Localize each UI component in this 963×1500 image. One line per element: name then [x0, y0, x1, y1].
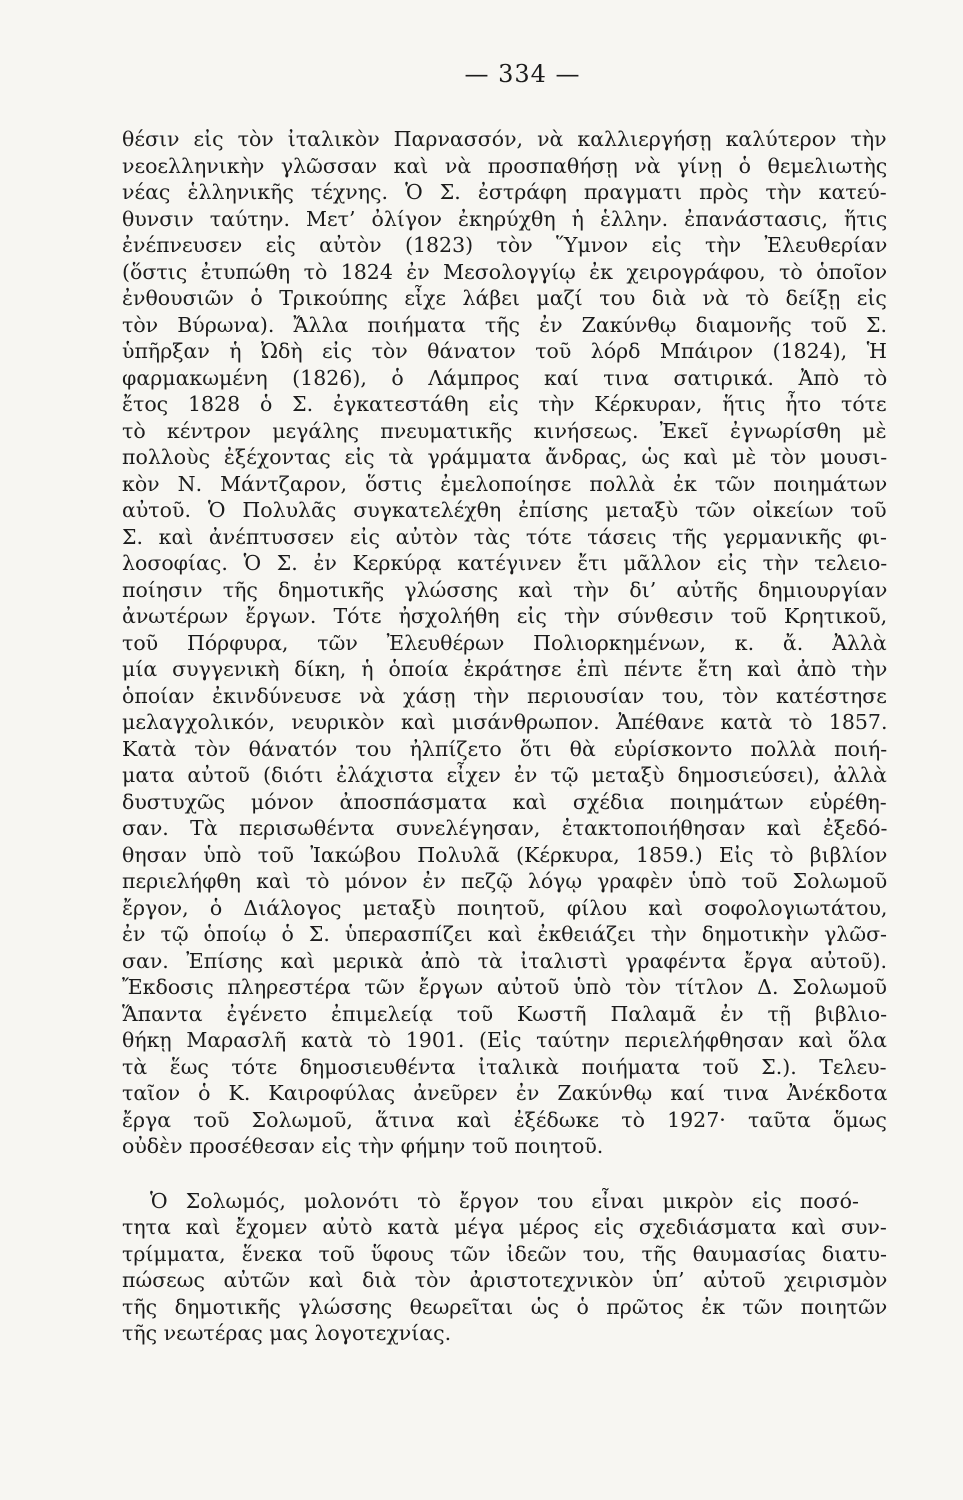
text-line: σαν. Τὰ περισωθέντα συνελέγησαν, ἐτακτοποιήθησαν καὶ ἐξεδό- [122, 816, 887, 840]
text-line: τῆς νεωτέρας μας λογοτεχνίας. [122, 1321, 452, 1345]
text-line: ταῖον ὁ Κ. Καιροφύλας ἀνεῦρεν ἐν Ζακύνθῳ καί τινα Ἀνέκδοτα [122, 1081, 887, 1105]
page-number: — 334 — [464, 60, 581, 88]
text-line: αὐτοῦ. Ὁ Πολυλᾶς συγκατελέχθη ἐπίσης μεταξὺ τῶν οἰκείων τοῦ [122, 498, 887, 522]
text-line: θησαν ὑπὸ τοῦ Ἰακώβου Πολυλᾶ (Κέρκυρα, 1859.) Εἰς τὸ βιβλίον [122, 842, 887, 867]
text-line: (ὅστις ἐτυπώθη τὸ 1824 ἐν Μεσολογγίῳ ἐκ χειρογράφου, τὸ ὁποῖον [122, 259, 887, 284]
text-line: ἐνέπνευσεν εἰς αὐτὸν (1823) τὸν Ὕμνον εἰς τὴν Ἐλευθερίαν [122, 233, 887, 257]
text-line: θήκῃ Μαρασλῆ κατὰ τὸ 1901. (Εἰς ταύτην περιελήφθησαν καὶ ὅλα [122, 1028, 887, 1052]
text-line: νεοελληνικὴν γλῶσσαν καὶ νὰ προσπαθήσῃ νὰ γίνῃ ὁ θεμελιωτὴς [122, 153, 887, 178]
text-line: Ὁ Σολωμός, μολονότι τὸ ἔργον του εἶναι μικρὸν εἰς ποσό- [150, 1188, 859, 1213]
text-line: λοσοφίας. Ὁ Σ. ἐν Κερκύρᾳ κατέγινεν ἔτι μᾶλλον εἰς τὴν τελειο- [122, 551, 887, 575]
text-line: τοῦ Πόρφυρα, τῶν Ἐλευθέρων Πολιορκημένων, κ. ἄ. Ἀλλὰ [122, 630, 887, 655]
text-line: πώσεως αὐτῶν καὶ διὰ τὸν ἀριστοτεχνικὸν ὑπ’ αὐτοῦ χειρισμὸν [122, 1268, 887, 1292]
text-line: τρίμματα, ἕνεκα τοῦ ὕφους τῶν ἰδεῶν του, τῆς θαυμασίας διατυ- [122, 1241, 887, 1266]
text-line: δυστυχῶς μόνον ἀποσπάσματα καὶ σχέδια ποιημάτων εὑρέθη- [122, 789, 887, 814]
text-line: οὐδὲν προσέθεσαν εἰς τὴν φήμην τοῦ ποιητοῦ. [122, 1134, 604, 1158]
text-line: μελαγχολικόν, νευρικὸν καὶ μισάνθρωπον. Ἀπέθανε κατὰ τὸ 1857. [122, 710, 887, 734]
text-line: ἐν τῷ ὁποίῳ ὁ Σ. ὑπερασπίζει καὶ ἐκθειάζει τὴν δημοτικὴν γλῶσ- [122, 922, 887, 946]
text-line: ἔργον, ὁ Διάλογος μεταξὺ ποιητοῦ, φίλου καὶ σοφολογιωτάτου, [122, 895, 887, 920]
text-line: ποίησιν τῆς δημοτικῆς γλώσσης καὶ τὴν δι’ αὐτῆς δημιουργίαν [122, 577, 887, 602]
text-line: νέας ἑλληνικῆς τέχνης. Ὁ Σ. ἐστράφη πραγματι πρὸς τὴν κατεύ- [122, 180, 887, 204]
text-line: Σ. καὶ ἀνέπτυσσεν εἰς αὐτὸν τὰς τότε τάσεις τῆς γερμανικῆς φι- [122, 524, 887, 549]
paragraph [122, 1188, 887, 1347]
text-line: πολλοὺς ἐξέχοντας εἰς τὰ γράμματα ἄνδρας, ὡς καὶ μὲ τὸν μουσι- [122, 445, 887, 469]
text-line: Κατὰ τὸν θάνατόν του ἠλπίζετο ὅτι θὰ εὑρίσκοντο πολλὰ ποιή- [122, 736, 887, 761]
text-line: περιελήφθη καὶ τὸ μόνον ἐν πεζῷ λόγῳ γραφὲν ὑπὸ τοῦ Σολωμοῦ [122, 869, 887, 893]
text-line: ἔτος 1828 ὁ Σ. ἐγκατεστάθη εἰς τὴν Κέρκυραν, ἥτις ἦτο τότε [122, 392, 887, 416]
text-line: τὸ κέντρον μεγάλης πνευματικῆς κινήσεως. Ἐκεῖ ἐγνωρίσθη μὲ [122, 418, 887, 443]
text-line: θέσιν εἰς τὸν ἰταλικὸν Παρνασσόν, νὰ καλλιεργήσῃ καλύτερον τὴν [122, 127, 887, 151]
text-line: Ἅπαντα ἐγένετο ἐπιμελείᾳ τοῦ Κωστῆ Παλαμᾶ ἐν τῇ βιβλιο- [122, 1001, 887, 1026]
text-body [122, 126, 887, 1347]
text-line: ὑπῆρξαν ἡ Ὠδὴ εἰς τὸν θάνατον τοῦ λόρδ Μπάιρον (1824), Ἡ [122, 339, 887, 363]
text-line: μία συγγενικὴ δίκη, ἡ ὁποία ἐκράτησε ἐπὶ πέντε ἔτη καὶ ἀπὸ τὴν [122, 657, 887, 681]
text-line: τητα καὶ ἔχομεν αὐτὸ κατὰ μέγα μέρος εἰς σχεδιάσματα καὶ συν- [122, 1215, 887, 1239]
text-line: τὸν Βύρωνα). Ἄλλα ποιήματα τῆς ἐν Ζακύνθῳ διαμονῆς τοῦ Σ. [122, 312, 887, 337]
text-line: ἔργα τοῦ Σολωμοῦ, ἅτινα καὶ ἐξέδωκε τὸ 1927· ταῦτα ὅμως [122, 1107, 887, 1132]
text-line: ἀνωτέρων ἔργων. Τότε ἠσχολήθη εἰς τὴν σύνθεσιν τοῦ Κρητικοῦ, [122, 604, 887, 628]
text-line: σαν. Ἐπίσης καὶ μερικὰ ἀπὸ τὰ ἰταλιστὶ γραφέντα ἔργα αὐτοῦ). [122, 948, 887, 973]
text-line: τὰ ἕως τότε δημοσιευθέντα ἰταλικὰ ποιήματα τοῦ Σ.). Τελευ- [122, 1054, 887, 1079]
text-line: Ἔκδοσις πληρεστέρα τῶν ἔργων αὐτοῦ ὑπὸ τὸν τίτλον Δ. Σολωμοῦ [122, 975, 887, 999]
text-line: ματα αὐτοῦ (διότι ἐλάχιστα εἶχεν ἐν τῷ μεταξὺ δημοσιεύσει), ἀλλὰ [122, 763, 887, 787]
text-line: φαρμακωμένη (1826), ὁ Λάμπρος καί τινα σατιρικά. Ἀπὸ τὸ [122, 365, 887, 390]
text-line: ἐνθουσιῶν ὁ Τρικούπης εἶχε λάβει μαζί του διὰ νὰ τὸ δείξῃ εἰς [122, 286, 887, 310]
text-line: κὸν Ν. Μάντζαρον, ὅστις ἐμελοποίησε πολλὰ ἐκ τῶν ποιημάτων [122, 471, 887, 496]
text-line: ὁποίαν ἐκινδύνευσε νὰ χάσῃ τὴν περιουσίαν του, τὸν κατέστησε [122, 683, 887, 708]
text-line: τῆς δημοτικῆς γλώσσης θεωρεῖται ὡς ὁ πρῶτος ἐκ τῶν ποιητῶν [122, 1294, 887, 1319]
text-line: θυνσιν ταύτην. Μετ’ ὀλίγον ἐκηρύχθη ἡ ἑλλην. ἐπανάστασις, ἥτις [122, 206, 887, 231]
paragraph [122, 126, 887, 1160]
